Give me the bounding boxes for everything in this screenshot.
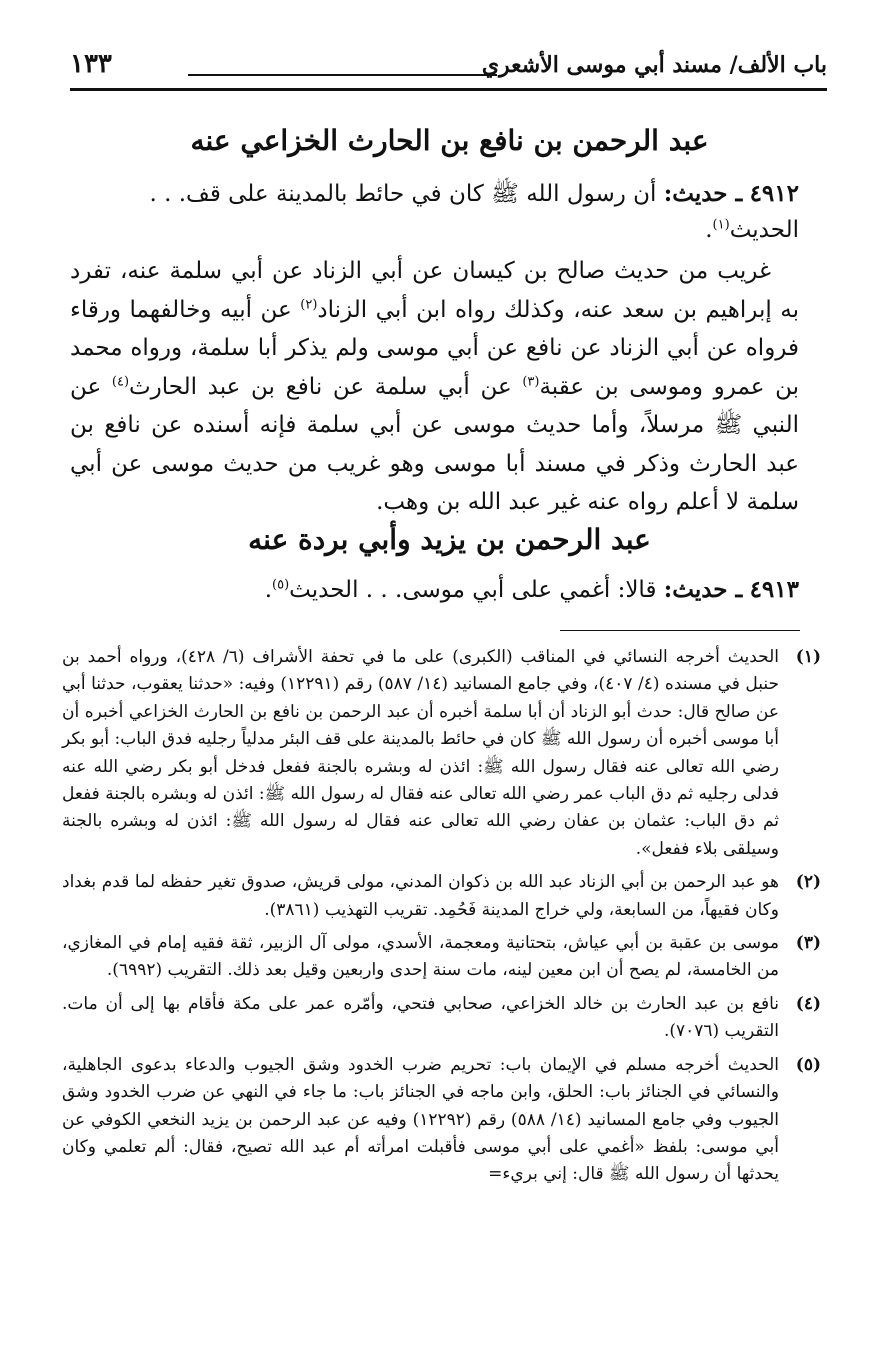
footnote-3 (62, 930, 821, 985)
footnote-1 (62, 644, 821, 863)
commentary-text: غريب من حديث صالح بن كيسان عن أبي الزناد عن أبي سلمة عنه، تفرد به إبراهيم بن سعد عنه، وكذلك رواه ابن أبي الزناد (70, 258, 799, 323)
footnote-ref: (٣) (522, 373, 540, 389)
footnote-ref: (٥) (272, 577, 290, 593)
footnotes (62, 644, 821, 1195)
hadith-text: قالا: أغمي على أبي موسى. . . الحديث (289, 577, 664, 603)
footnote-number: (٢) (795, 872, 821, 893)
footnote-number: (٤) (795, 993, 821, 1014)
section-title-2: عبد الرحمن بن يزيد وأبي بردة عنه (248, 523, 651, 556)
hadith-text: أن رسول الله ﷺ كان في حائط بالمدينة على قف. . . الحديث (149, 181, 799, 243)
commentary-text: عن النبي ﷺ مرسلاً، وأما حديث موسى عن أبي سلمة فإنه أسنده عن نافع بن عبد الحارث وذكر في مسند أبا موسى وهو غريب من حديث موسى عن أبي سلمة لا أعلم رواه عنه غير عبد الله بن وهب. (70, 373, 799, 515)
hadith-4913 (70, 572, 799, 608)
page-number: ١٣٣ (70, 49, 112, 79)
footnote-text: موسى بن عقبة بن أبي عياش، بتحتانية ومعجمة، الأسدي، مولى آل الزبير، ثقة فقيه إمام في المغازي، من الخامسة، لم يصح أن ابن معين لينه، مات سنة إحدى واربعين وقيل بعد ذلك. التقريب (٦٩٩٢). (62, 933, 779, 981)
running-header (70, 44, 827, 92)
footnote-number: (٥) (795, 1054, 821, 1075)
footnote-number: (٣) (795, 933, 821, 954)
hadith-number: ٤٩١٣ (749, 576, 799, 603)
hadith-number: ٤٩١٢ (749, 180, 799, 207)
commentary-paragraph (70, 252, 799, 522)
footnote-text: الحديث أخرجه مسلم في الإيمان باب: تحريم ضرب الخدود وشق الجيوب والدعاء بدعوى الجاهلية، والنسائي في الجنائز باب: الحلق، وابن ماجه في الجنائز باب: ما جاء في النهي عن ضرب الخدود وشق الجيوب وفي جامع المسانيد (١٤/ ٥٨٨) رقم (١٢٢٩٢) وفيه عن عبد الرحمن بن يزيد النخعي الكوفي عن أبي موسى: بلفظ «أغمي على أبي موسى فأقبلت امرأته أم عبد الله تصيح، فقال: ألم تعلمي وكان يحدثها أن رسول الله ﷺ قال: إني بريء= (62, 1054, 779, 1185)
header-dash-line (188, 74, 497, 76)
footnote-4 (62, 991, 821, 1046)
footnote-text: نافع بن عبد الحارث بن خالد الخزاعي، صحابي فتحي، وأمّره عمر على مكة فأقام بها إلى أن مات. التقريب (٧٠٧٦). (62, 993, 779, 1042)
header-title: باب الألف/ مسند أبي موسى الأشعري (481, 52, 827, 78)
hadith-end: . (705, 217, 713, 243)
section-title-1: عبد الرحمن بن نافع بن الحارث الخزاعي عنه (190, 124, 709, 157)
footnote-ref: (٤) (111, 373, 130, 389)
footnote-number: (١) (795, 647, 821, 667)
hadith-4912 (70, 176, 799, 248)
hadith-keyword: ـ حديث: (663, 576, 743, 603)
footnote-ref: (٢) (300, 296, 318, 312)
footnote-2 (62, 869, 821, 924)
footnote-ref: (١) (712, 217, 730, 233)
footnote-text: الحديث أخرجه النسائي في المناقب (الكبرى) على ما في تحفة الأشراف (٦/ ٤٢٨)، ورواه أحمد بن حنبل في مسنده (٤/ ٤٠٧)، وفي جامع المسانيد (١٤/ ٥٨٧) رقم (١٢٢٩١) وفيه: «حدثنا يعقوب، حدثنا أبي عن صالح قال: حدث أبو الزناد أن أبا سلمة أخبره أن عبد الرحمن بن نافع بن الحارث الخزاعي أخبره أن أبا موسى أخبره أن رسول الله ﷺ كان في حائط بالمدينة على قف البئر مدلياً رجليه فدق الباب: أبو بكر رضي الله تعالى عنه فقال رسول الله ﷺ: ائذن له وبشره بالجنة ففعل فدخل أبو بكر رضي الله عنه فدلى رجليه ثم دق الباب عمر رضي الله تعالى عنه فقال له رسول الله ﷺ: ائذن له وبشره بالجنة ففعل ثم دق الباب: عثمان بن عفان رضي الله تعالى عنه فقال له رسول الله ﷺ: ائذن له وبشره بالجنة وسيلقى بلاء ففعل». (62, 647, 780, 859)
commentary-text: عن أبي سلمة عن نافع بن عبد الحارث (129, 373, 523, 400)
header-rule (70, 88, 827, 91)
commentary-text: عن أبيه وخالفهما ورقاء فرواه عن أبي الزناد عن نافع عن أبي موسى ولم يذكر أبا سلمة، ورواه محمد بن عمرو وموسى بن عقبة (70, 296, 800, 400)
hadith-end: . (264, 577, 273, 603)
hadith-keyword: ـ حديث: (663, 180, 743, 207)
footnote-text: هو عبد الرحمن بن أبي الزناد عبد الله بن ذكوان المدني، مولى قريش، صدوق تغير حفظه لما قدم بغداد وكان فقيهاً، من السابعة، ولي خراج المدينة فَحُمِد. تقريب التهذيب (٣٨٦١). (62, 872, 779, 920)
footnote-5 (62, 1052, 821, 1189)
footnote-separator (560, 630, 800, 631)
